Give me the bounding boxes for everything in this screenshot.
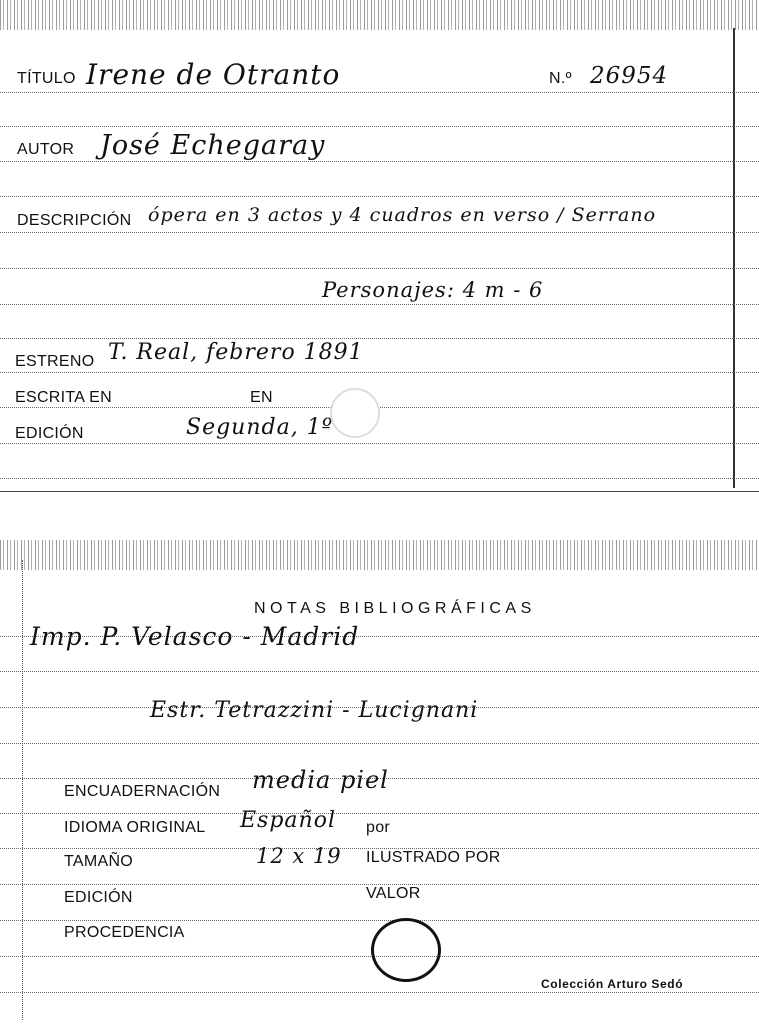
rule-line	[0, 813, 759, 814]
scan-noise-bottom	[0, 540, 759, 570]
escrita-en-label: ESCRITA EN	[15, 389, 112, 406]
por-label: por	[366, 819, 391, 836]
rule-line	[0, 196, 759, 197]
edicion-label-bottom: EDICIÓN	[64, 889, 133, 906]
titulo-value: Irene de Otranto	[86, 58, 341, 91]
rule-line	[0, 372, 759, 373]
stamp-circle	[330, 388, 380, 438]
rule-line	[0, 126, 759, 127]
idioma-label: IDIOMA ORIGINAL	[64, 819, 206, 836]
collection-credit: Colección Arturo Sedó	[541, 977, 684, 991]
rule-line	[0, 478, 759, 479]
en-label: EN	[250, 389, 273, 406]
titulo-label: TÍTULO	[17, 70, 76, 87]
ilustrado-label: ILUSTRADO POR	[366, 849, 501, 866]
rule-line	[0, 268, 759, 269]
edicion-value: Segunda, 1º	[186, 415, 334, 440]
autor-value: José Echegaray	[100, 130, 326, 161]
tamano-label: TAMAÑO	[64, 853, 134, 870]
scan-noise-top	[0, 0, 759, 30]
rule-line	[0, 232, 759, 233]
valor-label: VALOR	[366, 885, 421, 902]
catalog-card-bottom	[0, 540, 759, 1028]
note-imprenta: Imp. P. Velasco - Madrid	[30, 622, 360, 651]
tamano-value: 12 x 19	[256, 844, 342, 868]
rule-line	[0, 992, 759, 993]
numero-label: N.º	[549, 70, 572, 87]
descripcion-value: ópera en 3 actos y 4 cuadros en verso / Serrano	[148, 204, 657, 226]
catalog-card-top	[0, 0, 759, 492]
rule-line	[0, 920, 759, 921]
card-edge-left	[22, 560, 23, 1020]
rule-line	[0, 338, 759, 339]
rule-line	[0, 92, 759, 93]
rule-line	[0, 743, 759, 744]
numero-value: 26954	[590, 63, 669, 89]
card-edge-right	[733, 28, 735, 488]
procedencia-label: PROCEDENCIA	[64, 924, 185, 941]
edicion-label: EDICIÓN	[15, 425, 84, 442]
encuadernacion-label: ENCUADERNACIÓN	[64, 783, 221, 800]
rule-line	[0, 671, 759, 672]
autor-label: AUTOR	[17, 141, 75, 158]
rule-line	[0, 443, 759, 444]
notas-heading: NOTAS BIBLIOGRÁFICAS	[254, 600, 536, 617]
stamp-circle	[371, 918, 441, 982]
rule-line	[0, 161, 759, 162]
estreno-label: ESTRENO	[15, 353, 95, 370]
idioma-value: Español	[240, 808, 336, 833]
rule-line	[0, 304, 759, 305]
note-estreno: Estr. Tetrazzini - Lucignani	[150, 698, 479, 723]
descripcion-label: DESCRIPCIÓN	[17, 212, 132, 229]
card-divider	[0, 491, 759, 492]
descripcion-value-2: Personajes: 4 m - 6	[322, 278, 544, 302]
encuadernacion-value: media piel	[252, 766, 389, 794]
estreno-value: T. Real, febrero 1891	[108, 340, 364, 365]
